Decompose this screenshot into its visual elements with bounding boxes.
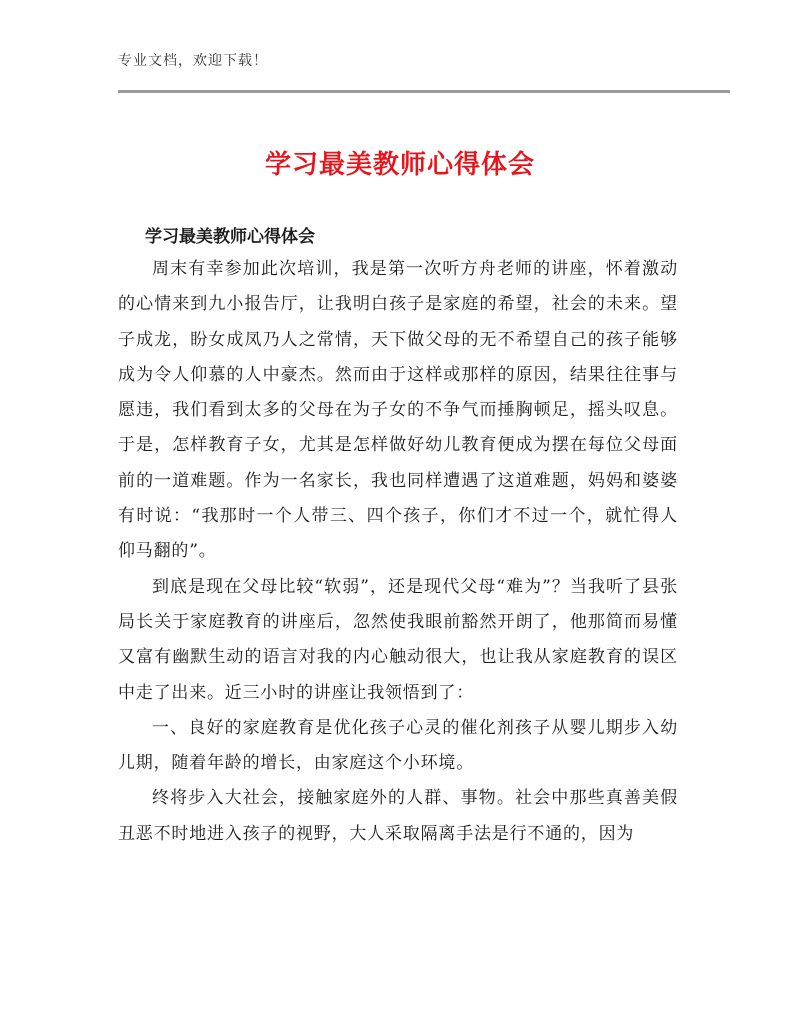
paragraph-4: 终将步入大社会，接触家庭外的人群、事物。社会中那些真善美假丑恶不时地进入孩子的视野，大人采取隔离手法是行不通的，因为 — [118, 788, 678, 844]
paragraph-3: 一、良好的家庭教育是优化孩子心灵的催化剂孩子从婴儿期步入幼儿期，随着年龄的增长，由家庭这个小环境。 — [118, 717, 678, 774]
document-title: 学习最美教师心得体会 — [264, 150, 535, 180]
paragraph-1: 周末有幸参加此次培训，我是第一次听方舟老师的讲座，怀着激动的心情来到九小报告厅，让我明白孩子是家庭的希望，社会的未来。望子成龙，盼女成凤乃人之常情，天下做父母的无不希望自己的孩子能够成为令人仰慕的人中豪杰。然而由于这样或那样的原因，结果往往事与愿违，我们看到太多的父母在为子女的不争气而捶胸顿足，摇头叹息。于是，怎样教育子女，尤其是怎样做好幼儿教育便成为摆在每位父母面前的一道难题。作为一名家长，我也同样遭遇了这道难题，妈妈和婆婆有时说：“我那时一个人带三、四个孩子，你们才不过一个，就忙得人仰马翻的”。 — [118, 259, 678, 562]
page-header-text: 专业文档，欢迎下载！ — [118, 53, 268, 69]
document-body — [118, 252, 678, 852]
document-subtitle: 学习最美教师心得体会 — [145, 227, 315, 247]
paragraph-2: 到底是现在父母比较“软弱”，还是现代父母“难为”？当我听了县张局长关于家庭教育的讲座后，忽然使我眼前豁然开朗了，他那简而易懂又富有幽默生动的语言对我的内心触动很大，也让我从家庭教育的误区中走了出来。近三小时的讲座让我领悟到了： — [118, 576, 678, 703]
header-divider — [118, 90, 730, 93]
